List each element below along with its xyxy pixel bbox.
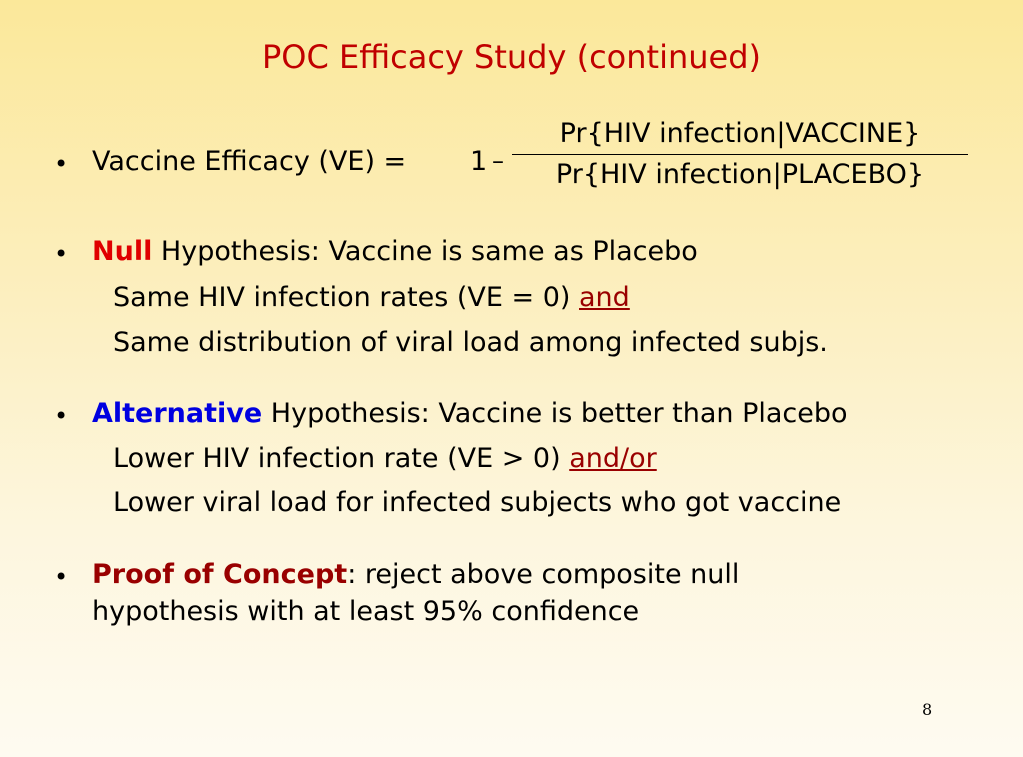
alternative-keyword: Alternative — [92, 398, 263, 429]
alternative-andor-link: and/or — [569, 443, 657, 474]
bullet-marker: • — [54, 563, 69, 591]
null-sub1-text: Same HIV infection rates (VE = 0) — [113, 282, 580, 313]
null-sub-item-2: Same distribution of viral load among infected subjs. — [113, 327, 828, 358]
alternative-hypothesis — [92, 400, 848, 427]
proof-text: : reject above composite null — [347, 559, 740, 590]
page-number: 8 — [922, 700, 933, 719]
fraction-numerator: Pr{HIV infection|VACCINE} — [559, 118, 921, 149]
null-keyword: Null — [92, 236, 153, 267]
alternative-sub-item-2: Lower viral load for infected subjects who got vaccine — [113, 487, 842, 518]
ve-fraction — [512, 118, 968, 190]
fraction-denominator: Pr{HIV infection|PLACEBO} — [555, 159, 925, 190]
slide-title: POC Efficacy Study (continued) — [261, 38, 762, 76]
alternative-sub1-text: Lower HIV infection rate (VE > 0) — [113, 443, 570, 474]
null-hypothesis — [92, 238, 698, 265]
bullet-marker: • — [54, 240, 69, 268]
proof-of-concept — [92, 561, 739, 588]
bullet-marker: • — [54, 150, 69, 178]
ve-definition-label: Vaccine Efficacy (VE) = — [92, 146, 407, 177]
proof-keyword: Proof of Concept — [92, 559, 348, 590]
proof-line-2: hypothesis with at least 95% confidence — [92, 596, 640, 627]
alternative-hypothesis-text: Hypothesis: Vaccine is better than Placebo — [262, 398, 848, 429]
null-and-link: and — [579, 282, 630, 313]
null-hypothesis-text: Hypothesis: Vaccine is same as Placebo — [152, 236, 698, 267]
formula-minus: – — [492, 147, 504, 175]
fraction-bar — [512, 154, 968, 155]
bullet-marker: • — [54, 402, 69, 430]
alternative-sub-item-1 — [113, 445, 657, 472]
formula-one: 1 — [470, 146, 488, 177]
null-sub-item-1 — [113, 284, 630, 311]
